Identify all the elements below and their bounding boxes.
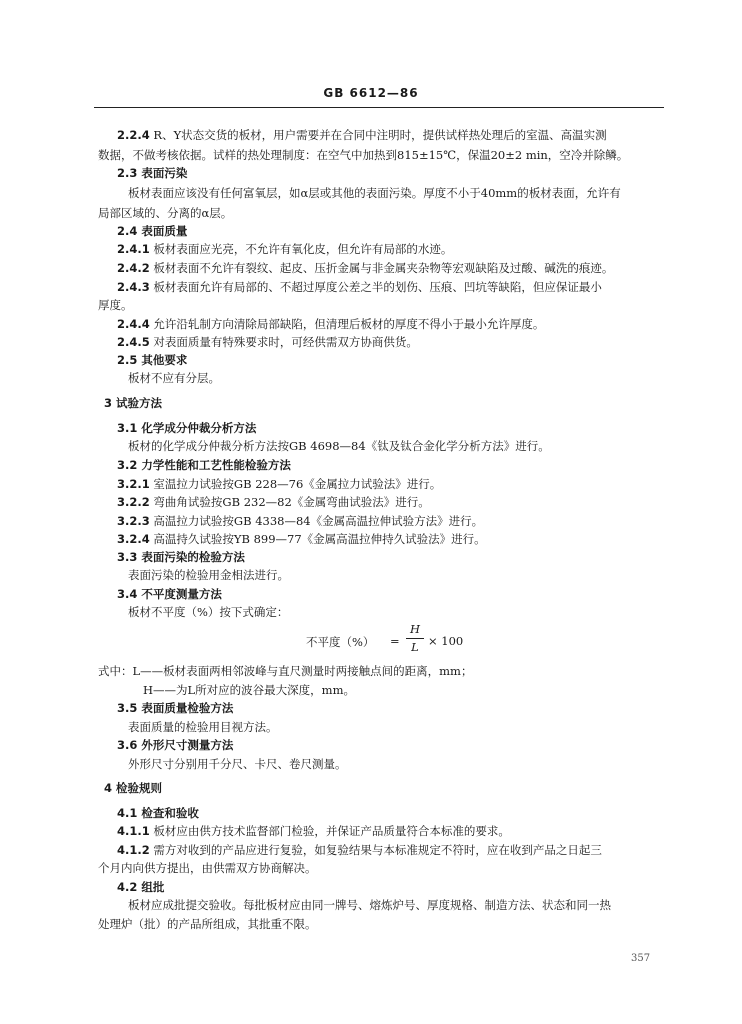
clause-3-2-3: 3.2.3 高温拉力试验按GB 4338—84《金属高温拉伸试验方法》进行。 [117, 514, 484, 528]
para-3-3: 表面污染的检验用金相法进行。 [128, 568, 289, 582]
clause-2-2-4-cont: 数据，不做考核依据。试样的热处理制度：在空气中加热到815±15℃，保温20±2 min，空冷并除鳞。 [98, 148, 629, 162]
para-3-4: 板材不平度（%）按下式确定： [128, 605, 289, 619]
clause-3-2-1: 3.2.1 室温拉力试验按GB 228—76《金属拉力试验法》进行。 [117, 477, 442, 491]
formula-fraction [406, 622, 424, 655]
heading-4: 4 检验规则 [104, 781, 163, 795]
heading-3: 3 试验方法 [104, 396, 163, 410]
para-4-2-cont: 处理炉（批）的产品所组成，其批重不限。 [98, 917, 317, 931]
clause-2-4-2: 2.4.2 板材表面不允许有裂纹、起皮、压折金属与非金属夹杂物等宏观缺陷及过酸、碱洗的痕迹。 [117, 261, 614, 275]
para-2-3: 板材表面应该没有任何富氧层，如α层或其他的表面污染。厚度不小于40mm的板材表面，允许有 [128, 186, 621, 200]
heading-3-5: 3.5 表面质量检验方法 [117, 701, 234, 715]
para-2-5: 板材不应有分层。 [128, 371, 220, 385]
heading-3-6: 3.6 外形尺寸测量方法 [117, 738, 234, 752]
clause-2-4-3-cont: 厚度。 [98, 298, 133, 312]
para-3-1: 板材的化学成分仲裁分析方法按GB 4698—84《钛及钛合金化学分析方法》进行。 [128, 439, 550, 453]
formula-numerator: H [409, 622, 421, 636]
heading-3-2: 3.2 力学性能和工艺性能检验方法 [117, 458, 291, 472]
formula-lhs: 不平度（%） [306, 635, 375, 649]
heading-2-5: 2.5 其他要求 [117, 353, 188, 367]
clause-2-2-4: 2.2.4 R、Y状态交货的板材，用户需要并在合同中注明时，提供试样热处理后的室温、高温实测 [117, 128, 607, 142]
para-3-6: 外形尺寸分别用千分尺、卡尺、卷尺测量。 [128, 757, 347, 771]
clause-4-1-2-cont: 个月内向供方提出，由供需双方协商解决。 [98, 861, 317, 875]
clause-2-4-1: 2.4.1 板材表面应光亮，不允许有氧化皮，但允许有局部的水迹。 [117, 242, 453, 256]
heading-3-4: 3.4 不平度测量方法 [117, 587, 222, 601]
para-2-3-cont: 局部区域的、分离的α层。 [98, 206, 233, 220]
formula-legend-l: 式中：L——板材表面两相邻波峰与直尺测量时两接触点间的距离，mm； [98, 664, 473, 678]
clause-2-4-3: 2.4.3 板材表面允许有局部的、不超过厚度公差之半的划伤、压痕、凹坑等缺陷，但应保证最小 [117, 280, 602, 294]
formula-denominator: L [411, 640, 419, 654]
heading-2-4: 2.4 表面质量 [117, 224, 188, 238]
para-4-2: 板材应成批提交验收。每批板材应由同一牌号、熔炼炉号、厚度规格、制造方法、状态和同一热 [128, 898, 611, 912]
clause-4-1-1: 4.1.1 板材应由供方技术监督部门检验，并保证产品质量符合本标准的要求。 [117, 824, 510, 838]
fraction-bar [406, 638, 424, 639]
clause-4-1-2: 4.1.2 需方对收到的产品应进行复验，如复验结果与本标准规定不符时，应在收到产品之日起三 [117, 843, 602, 857]
heading-3-1: 3.1 化学成分仲裁分析方法 [117, 421, 257, 435]
clause-3-2-4: 3.2.4 高温持久试验按YB 899—77《金属高温拉伸持久试验法》进行。 [117, 532, 486, 546]
heading-4-1: 4.1 检查和验收 [117, 806, 199, 820]
standard-code: GB 6612—86 [323, 86, 419, 100]
clause-2-4-4: 2.4.4 允许沿轧制方向清除局部缺陷，但清理后板材的厚度不得小于最小允许厚度。 [117, 317, 545, 331]
formula-legend-h: H——为L所对应的波谷最大深度，mm。 [143, 683, 355, 697]
clause-3-2-2: 3.2.2 弯曲角试验按GB 232—82《金属弯曲试验法》进行。 [117, 495, 430, 509]
formula-equals: = [390, 634, 400, 648]
heading-4-2: 4.2 组批 [117, 880, 165, 894]
heading-3-3: 3.3 表面污染的检验方法 [117, 550, 245, 564]
para-3-5: 表面质量的检验用目视方法。 [128, 720, 278, 734]
clause-2-4-5: 2.4.5 对表面质量有特殊要求时，可经供需双方协商供货。 [117, 335, 418, 349]
page-number: 357 [631, 953, 651, 964]
heading-2-3: 2.3 表面污染 [117, 166, 188, 180]
formula-multiplier: × 100 [428, 634, 464, 648]
